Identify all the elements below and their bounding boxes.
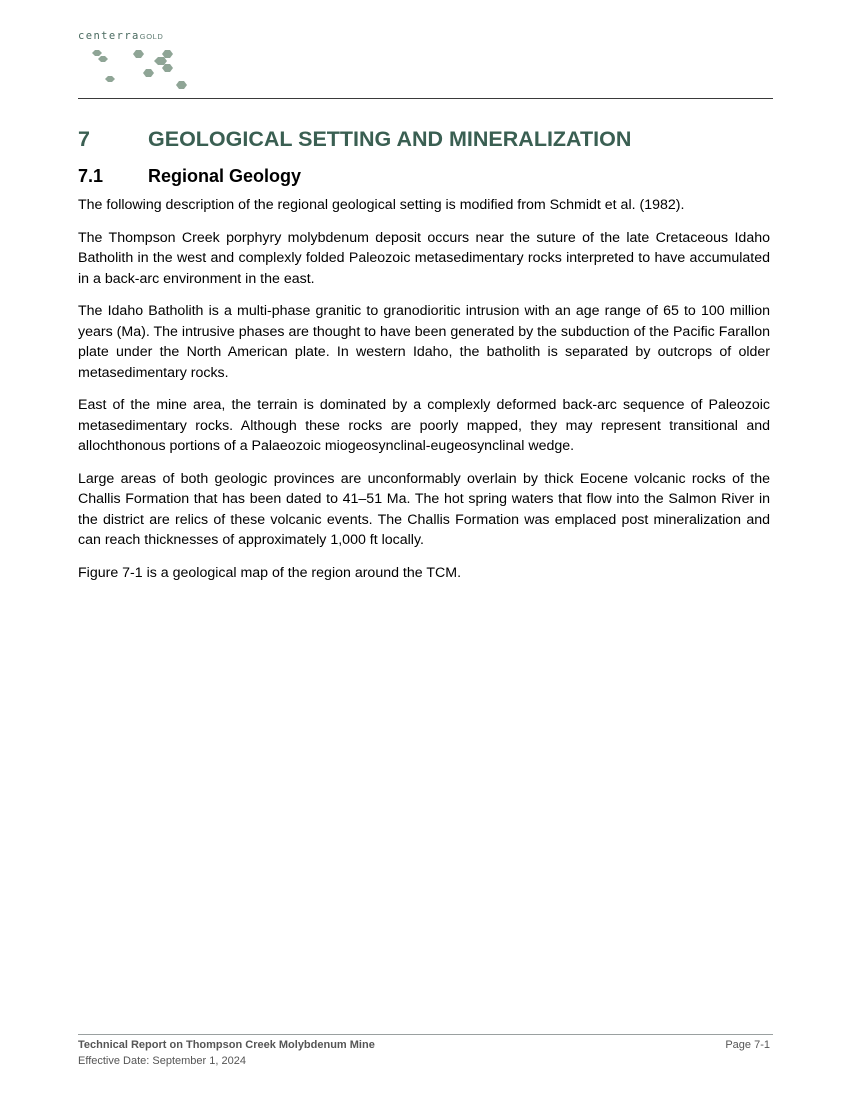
section-title: GEOLOGICAL SETTING AND MINERALIZATION <box>148 127 632 151</box>
paragraph: Figure 7-1 is a geological map of the region around the TCM. <box>78 564 462 581</box>
footer-divider <box>78 1034 773 1035</box>
logo-wordmark <box>78 30 163 42</box>
paragraph: The Thompson Creek porphyry molybdenum deposit occurs near the suture of the late Cretaceous Idaho Batholith in the west and complexly folded Paleozoic metasedimentary rocks interpreted to have accumulated in a back-arc environment in the east. <box>78 229 770 287</box>
company-logo <box>78 30 198 94</box>
subsection-number: 7.1 <box>78 166 104 186</box>
footer-page-number: Page 7-1 <box>725 1039 770 1051</box>
section-number: 7 <box>78 127 90 151</box>
paragraph: The Idaho Batholith is a multi-phase granitic to granodioritic intrusion with an age range of 65 to 100 million years (Ma). The intrusive phases are thought to have been generated by the subduction of the Pacific Farallon plate under the North American plate. In western Idaho, the batholith is separated by outcrops of older metasedimentary rocks. <box>78 303 770 381</box>
section-heading <box>78 127 770 152</box>
paragraph: East of the mine area, the terrain is dominated by a complexly deformed back-arc sequence of Paleozoic metasedimentary rocks. Although these rocks are poorly mapped, they may represent transitional and allochthonous portions of a Palaeozoic miogeosynclinal-eugeosynclinal wedge. <box>78 397 770 454</box>
logo-suffix: GOLD <box>139 32 164 41</box>
footer-report-title: Technical Report on Thompson Creek Molybdenum Mine <box>78 1039 375 1051</box>
document-body <box>78 127 770 595</box>
subsection-title: Regional Geology <box>148 166 302 186</box>
footer-effective-date: Effective Date: September 1, 2024 <box>78 1055 246 1067</box>
logo-word: centerra <box>78 30 140 42</box>
header-divider <box>78 98 773 99</box>
paragraph: The following description of the regional geological setting is modified from Schmidt et al. (1982). <box>78 197 685 213</box>
paragraph: Large areas of both geologic provinces are unconformably overlain by thick Eocene volcanic rocks of the Challis Formation that has been dated to 41–51 Ma. The hot spring waters that flow into the Salmon River in the district are relics of these volcanic events. The Challis Formation was emplaced post mineralization and can reach thicknesses of approximately 1,000 ft locally. <box>78 470 770 548</box>
logo-hexagons-icon <box>78 44 198 94</box>
subsection-heading <box>78 166 770 187</box>
